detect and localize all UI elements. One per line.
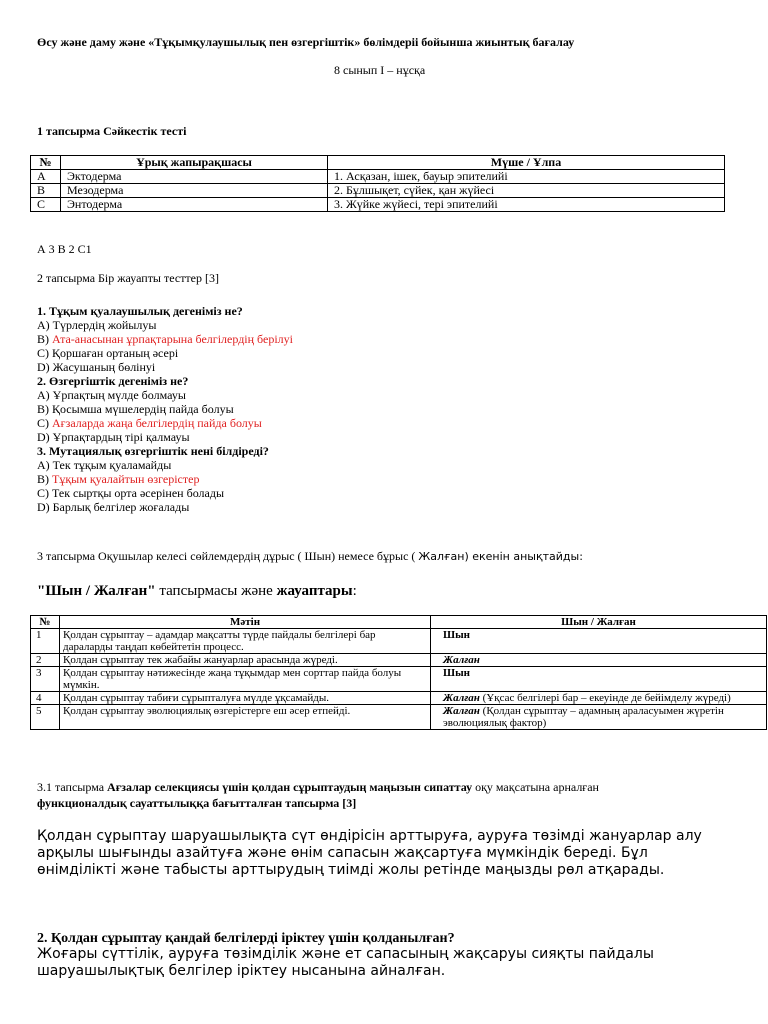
- task3-heading: [37, 582, 357, 600]
- option-1b: [37, 332, 637, 346]
- question-1: 1. Тұқым қуалаушылық дегеніміз не?: [37, 304, 243, 318]
- organ: 1. Асқазан, ішек, бауыр эпителийі: [328, 170, 725, 184]
- task1-title: 1 тапсырма Сәйкестік тесті: [37, 124, 187, 138]
- statement: Қолдан сұрыптау тек жабайы жануарлар арасында жүреді.: [60, 654, 431, 667]
- table-row: [31, 170, 725, 184]
- answer-value: Шын: [443, 629, 471, 641]
- matching-table: [30, 155, 725, 212]
- task31-objective: Ағзалар селекциясы үшін қолдан сұрыптаудың маңызын сипаттау: [107, 780, 473, 794]
- question-2: 2. Өзгергіштік дегеніміз не?: [37, 374, 189, 388]
- task31-title: [37, 779, 737, 811]
- table-row: [31, 629, 767, 654]
- correct-answer: Тұқым қуалайтын өзгерістер: [52, 472, 200, 486]
- correct-answer: Ағзаларда жаңа белгілердің пайда болуы: [52, 416, 262, 430]
- task1-answer: А 3 В 2 С1: [37, 242, 92, 256]
- option-3c: C) Тек сыртқы орта әсерінен болады: [37, 486, 225, 500]
- germ-layer: Эктодерма: [61, 170, 328, 184]
- row-number: 3: [31, 667, 60, 692]
- option-prefix: B): [37, 332, 52, 346]
- statement: Қолдан сұрыптау нәтижесінде жаңа тұқымдар мен сорттар пайда болуы мүмкін.: [60, 667, 431, 692]
- answer-note: (Ұқсас белгілері бар – екеуінде де бейімделу жүреді): [479, 692, 731, 704]
- organ: 3. Жүйке жүйесі, тері эпителийі: [328, 198, 725, 212]
- statement: Қолдан сұрыптау табиғи сұрыпталуға мүлде ұқсамайды.: [60, 692, 431, 705]
- row-letter: C: [31, 198, 61, 212]
- answer-cell: [431, 705, 767, 730]
- option-2a: A) Ұрпақтың мүлде болмауы: [37, 388, 186, 402]
- task31-subtitle: функционалдық сауаттылыққа бағытталған тапсырма [3]: [37, 796, 357, 810]
- answer-note: (Қолдан сұрыптау – адамның араласуымен жүретін эволюциялық фактор): [443, 705, 724, 729]
- table-row: [31, 667, 767, 692]
- heading-answers: жауаптары: [276, 583, 353, 599]
- germ-layer: Энтодерма: [61, 198, 328, 212]
- option-3a: A) Тек тұқым қуаламайды: [37, 458, 172, 472]
- task2-questions: [37, 304, 637, 514]
- task31-prefix: 3.1 тапсырма: [37, 780, 108, 794]
- task3-intro: [37, 549, 583, 564]
- option-3d: D) Барлық белгілер жоғалады: [37, 500, 190, 514]
- answer-cell: [431, 692, 767, 705]
- table-row: [31, 654, 767, 667]
- row-letter: B: [31, 184, 61, 198]
- heading-text: тапсырмасы және: [155, 583, 277, 599]
- table-header-row: [31, 616, 767, 629]
- correct-answer: Ата-анасынан ұрпақтарына белгілердің берілуі: [52, 332, 293, 346]
- task31-mid: оқу мақсатына арналған: [472, 780, 599, 794]
- answer-value: Шын: [443, 667, 471, 679]
- answer-cell: [431, 667, 767, 692]
- q2-question: 2. Қолдан сұрыптау қандай белгілерді іріктеу үшін қолданылған?: [37, 931, 455, 946]
- task31-answer: Қолдан сұрыптау шаруашылықта сүт өндірісін арттыруға, ауруға төзімді жануарлар алу арқылы шығынды азайтуға және өнім сапасын жақсартуға мүмкіндік береді. Бұл өнімділікті және табысты арттырудың тиімді жолы ретінде маңызды рөл атқарады.: [37, 828, 702, 878]
- table-row: [31, 692, 767, 705]
- document-title: Өсу және даму және «Тұқымқулаушылық пен өзгергіштік» бөлімдеріі бойынша жиынтық бағалау: [37, 35, 575, 49]
- column-header-number: №: [31, 156, 61, 170]
- statement: Қолдан сұрыптау – адамдар мақсатты түрде пайдалы белгілері бар дараларды таңдап көбейтетін процесс.: [60, 629, 431, 654]
- organ: 2. Бұлшықет, сүйек, қан жүйесі: [328, 184, 725, 198]
- option-1d: D) Жасушаның бөлінуі: [37, 360, 156, 374]
- option-2b: B) Қосымша мүшелердің пайда болуы: [37, 402, 234, 416]
- column-header-germ-layer: Ұрық жапырақшасы: [61, 156, 328, 170]
- table-row: [31, 705, 767, 730]
- row-number: 1: [31, 629, 60, 654]
- question-3: 3. Мутациялық өзгергіштік нені білдіреді?: [37, 444, 269, 458]
- option-2c: [37, 416, 637, 430]
- task3-intro-part: 3 тапсырма Оқушылар келесі сөйлемдердің дұрыс ( Шын) немесе бұрыс (: [37, 549, 419, 563]
- q2-answer: Жоғары сүттілік, ауруға төзімділік және ет сапасының жақсаруы сияқты пайдалы шаруашылықтық белгілер іріктеу нысанына айналған.: [37, 946, 654, 979]
- row-number: 5: [31, 705, 60, 730]
- column-header-organ: Мүше / Ұлпа: [328, 156, 725, 170]
- true-false-table: [30, 615, 767, 730]
- heading-colon: :: [352, 583, 357, 599]
- option-2d: D) Ұрпақтардың тірі қалмауы: [37, 430, 190, 444]
- germ-layer: Мезодерма: [61, 184, 328, 198]
- table-row: [31, 184, 725, 198]
- option-prefix: C): [37, 416, 52, 430]
- column-header-true-false: Шын / Жалған: [431, 616, 767, 629]
- variant-label: 8 сынып I – нұсқа: [334, 63, 426, 77]
- table-row: [31, 198, 725, 212]
- answer-value: Жалған: [443, 654, 480, 666]
- answer-value: Жалған: [443, 705, 480, 717]
- table-header-row: [31, 156, 725, 170]
- option-3b: [37, 472, 637, 486]
- answer-cell: [431, 629, 767, 654]
- row-number: 2: [31, 654, 60, 667]
- task3-intro-part: Жалған) екенін анықтайды:: [418, 550, 583, 563]
- row-letter: A: [31, 170, 61, 184]
- task2-title: 2 тапсырма Бір жауапты тесттер [3]: [37, 271, 219, 285]
- statement: Қолдан сұрыптау эволюциялық өзгерістерге еш әсер етпейді.: [60, 705, 431, 730]
- row-number: 4: [31, 692, 60, 705]
- option-1c: C) Қоршаған ортаның әсері: [37, 346, 179, 360]
- heading-quoted: "Шын / Жалған": [37, 583, 156, 599]
- column-header-text: Мәтін: [60, 616, 431, 629]
- option-1a: A) Түрлердің жойылуы: [37, 318, 157, 332]
- column-header-number: №: [31, 616, 60, 629]
- answer-value: Жалған: [443, 692, 480, 704]
- answer-cell: [431, 654, 767, 667]
- option-prefix: B): [37, 472, 52, 486]
